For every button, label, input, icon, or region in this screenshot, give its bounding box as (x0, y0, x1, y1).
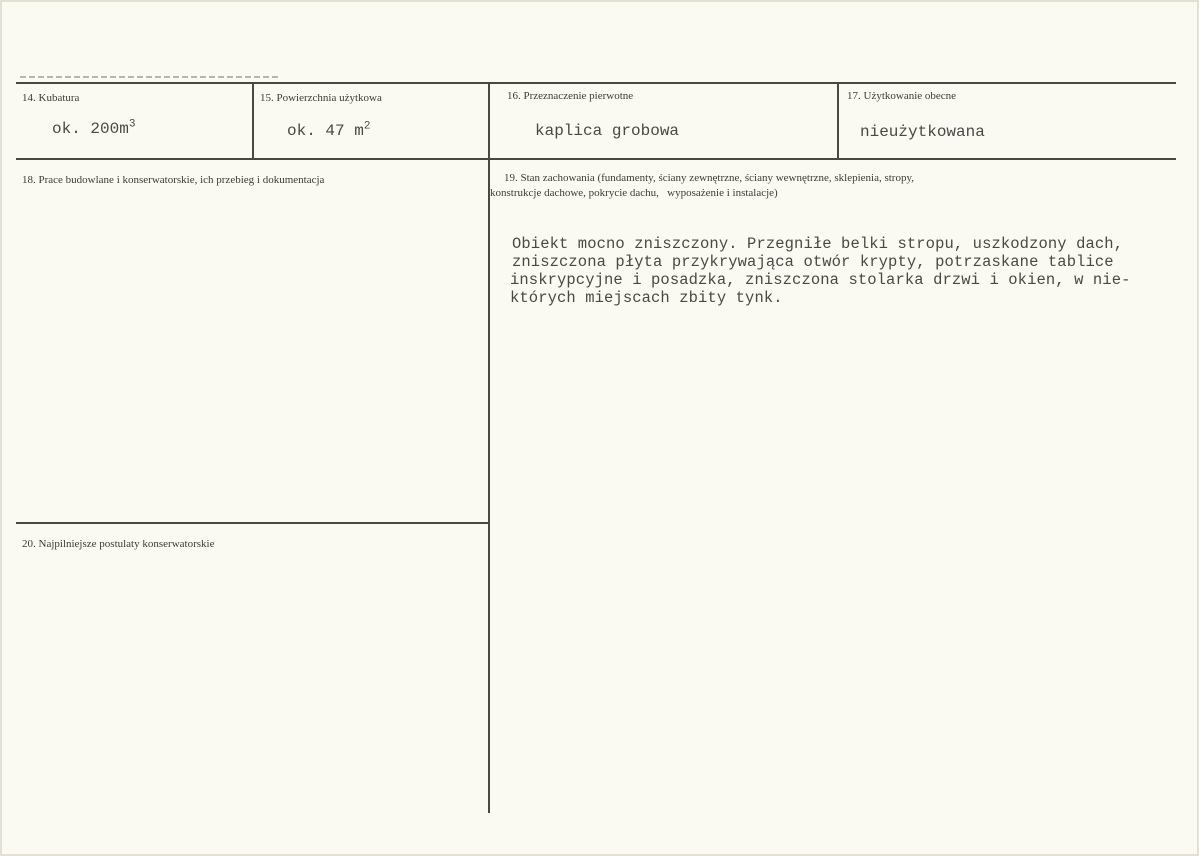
field-15-value-text: ok. 47 m (287, 122, 364, 140)
row1-bottom-rule (16, 158, 1176, 160)
section18-bottom-rule (16, 522, 490, 524)
field-20-label: 20. Najpilniejsze postulaty konserwatorskie (22, 538, 215, 550)
field-14-exponent: 3 (128, 118, 136, 131)
field-14-value-text: ok. 200m (52, 120, 129, 138)
field-15-exponent: 2 (363, 120, 371, 133)
divider-14-15 (252, 83, 254, 159)
description-line: Obiekt mocno zniszczony. Przegniłe belki stropu, uszkodzony dach, (512, 235, 1124, 253)
description-line: zniszczona płyta przykrywająca otwór krypty, potrzaskane tablice (512, 253, 1114, 271)
field-16-label: 16. Przeznaczenie pierwotne (507, 90, 634, 102)
faded-top-rule (20, 76, 280, 78)
field-16-value: kaplica grobowa (535, 122, 680, 140)
divider-16-17 (837, 83, 839, 159)
field-14-value (52, 120, 135, 138)
field-19-label-line1: 19. Stan zachowania (fundamenty, ściany zewnętrzne, ściany wewnętrzne, sklepienia, stropy, (504, 172, 915, 184)
field-15-value (287, 122, 370, 140)
top-rule (16, 82, 1176, 84)
field-14-label: 14. Kubatura (22, 92, 80, 104)
description-line: inskrypcyjne i posadzka, zniszczona stolarka drzwi i okien, w nie- (510, 271, 1131, 289)
field-19-label-line2: konstrukcje dachowe, pokrycie dachu, wyposażenie i instalacje) (490, 187, 778, 199)
field-17-label: 17. Użytkowanie obecne (847, 90, 957, 102)
field-15-label: 15. Powierzchnia użytkowa (260, 92, 382, 104)
field-19-description (512, 235, 1131, 307)
description-line: których miejscach zbity tynk. (510, 289, 783, 307)
field-18-label: 18. Prace budowlane i konserwatorskie, ich przebieg i dokumentacja (22, 174, 325, 186)
field-17-value: nieużytkowana (860, 123, 985, 141)
